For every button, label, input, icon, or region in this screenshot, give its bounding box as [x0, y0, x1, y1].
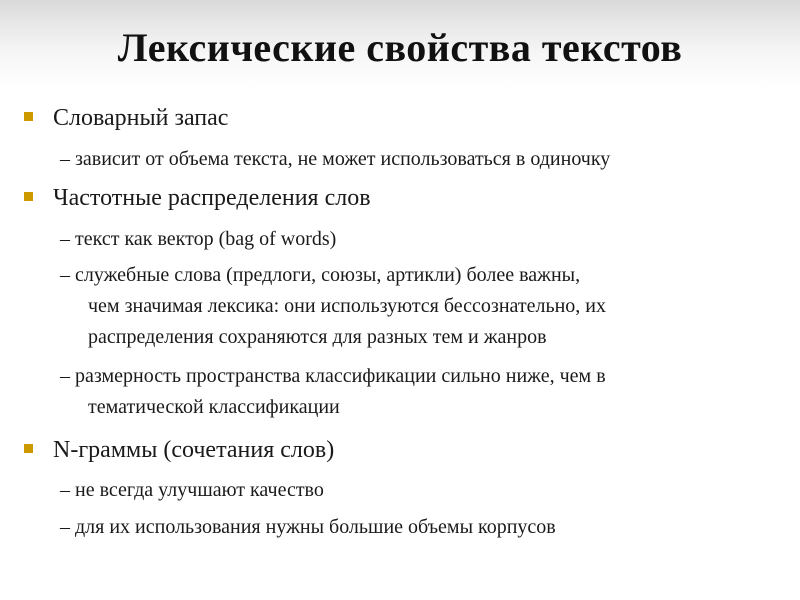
- sub-item: [60, 144, 780, 175]
- sub-item: [60, 224, 780, 255]
- sub-item: [60, 475, 780, 506]
- sub-item-line: – для их использования нужны большие объемы корпусов: [60, 516, 556, 538]
- sub-item-line: – служебные слова (предлоги, союзы, артикли) более важны,: [60, 264, 581, 286]
- sub-item: [60, 260, 780, 353]
- sub-item: [60, 512, 780, 543]
- sub-item: [60, 361, 780, 423]
- sub-item-line: – не всегда улучшают качество: [60, 479, 324, 501]
- bullet-item-label: Частотные распределения слов: [53, 185, 371, 211]
- sub-item-line: распределения сохраняются для разных тем и жанров: [88, 326, 547, 348]
- sub-item-line: тематической классификации: [88, 396, 340, 418]
- bullet-item-label: N-граммы (сочетания слов): [53, 437, 335, 463]
- square-bullet-icon: [24, 192, 33, 201]
- slide-title: Лексические свойства текстов: [117, 25, 683, 70]
- sub-item-line: – текст как вектор (bag of words): [60, 228, 337, 250]
- sub-item-line: – размерность пространства классификации сильно ниже, чем в: [60, 365, 606, 387]
- bullet-item-label: Словарный запас: [53, 105, 229, 131]
- square-bullet-icon: [24, 112, 33, 121]
- sub-item-line: чем значимая лексика: они используются бессознательно, их: [88, 295, 607, 317]
- sub-item-line: – зависит от объема текста, не может использоваться в одиночку: [60, 148, 611, 170]
- square-bullet-icon: [24, 444, 33, 453]
